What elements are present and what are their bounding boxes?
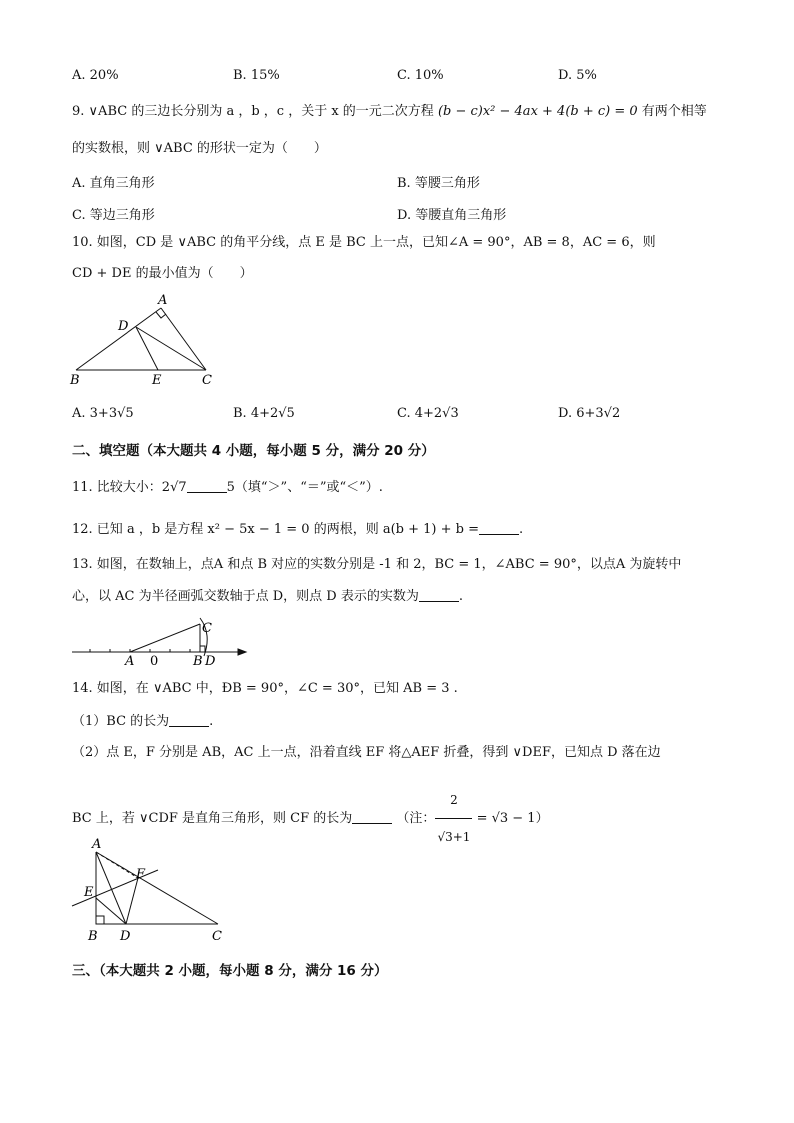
q14-part2-blank[interactable] [352, 809, 392, 824]
q14-label-f: F [136, 867, 146, 882]
q10-option-c: C. 4+2√3 [397, 406, 459, 421]
q13-label-c: C [202, 621, 212, 636]
section2-title: 二、填空题（本大题共 4 小题，每小题 5 分，满分 20 分） [72, 443, 435, 459]
q14-note-fraction [435, 782, 472, 855]
q14-note-numerator: 2 [435, 782, 472, 819]
q8-option-b: B. 15% [233, 68, 280, 83]
q10-label-e: E [152, 373, 162, 388]
q10-figure [66, 290, 226, 390]
q13-answer-blank[interactable] [419, 587, 459, 602]
q14-note-rhs: = √3 − 1） [476, 811, 549, 826]
q13-label-zero: 0 [150, 654, 159, 669]
q14-part1 [72, 712, 213, 731]
q12-answer-blank[interactable] [479, 520, 519, 535]
q14-label-c: C [212, 929, 222, 944]
q8-option-a: A. 20% [72, 68, 119, 83]
q13-number-line [66, 612, 256, 670]
q14-part2-line1: （2）点 E，F 分别是 AB，AC 上一点，沿着直线 EF 将△AEF 折叠，得到 ∨DEF，已知点 D 落在边 [72, 745, 661, 760]
q12-suffix: . [518, 522, 524, 537]
q9-option-c: C. 等边三角形 [72, 208, 155, 223]
q10-label-a: A [158, 293, 168, 308]
q13-label-a: A [125, 654, 135, 669]
q9-line2: 的实数根，则 ∨ABC 的形状一定为（ ） [72, 141, 327, 156]
q14-part1-suffix: . [209, 714, 214, 729]
q14-part1-prefix: （1）BC 的长为 [72, 714, 170, 729]
q9-text-a: 9. ∨ABC 的三边长分别为 a ，b ，c ，关于 x 的一元二次方程 [72, 104, 434, 119]
q12-prefix: 12. 已知 a ，b 是方程 x² − 5x − 1 = 0 的两根，则 a(b + 1) + b = [72, 522, 479, 537]
q10-option-a: A. 3+3√5 [72, 406, 134, 421]
q14-note-prefix: （注： [396, 811, 436, 826]
q10-option-d: D. 6+3√2 [558, 406, 621, 421]
q9-text-b: 有两个相等 [641, 104, 707, 119]
q11-prefix: 11. 比较大小：2√7 [72, 480, 187, 495]
q10-option-b: B. 4+2√5 [233, 406, 295, 421]
q10-line1: 10. 如图，CD 是 ∨ABC 的角平分线，点 E 是 BC 上一点，已知∠A = 90°，AB = 8，AC = 6，则 [72, 235, 656, 250]
q14-label-d: D [120, 929, 131, 944]
q9-option-a: A. 直角三角形 [72, 176, 155, 191]
q11-line [72, 478, 383, 497]
q10-label-b: B [70, 373, 80, 388]
q14-figure [66, 836, 236, 948]
q13-line1: 13. 如图，在数轴上，点A 和点 B 对应的实数分别是 -1 和 2，BC = 1，∠ABC = 90°，以点A 为旋转中 [72, 557, 682, 572]
q14-note-denominator: √3+1 [437, 830, 471, 844]
q10-label-d: D [118, 319, 129, 334]
q9-option-d: D. 等腰直角三角形 [397, 208, 507, 223]
q9-option-b: B. 等腰三角形 [397, 176, 480, 191]
q12-line [72, 520, 523, 539]
q13-suffix: . [458, 589, 463, 604]
section3-title: 三、（本大题共 2 小题，每小题 8 分，满分 16 分） [72, 963, 388, 979]
q11-answer-blank[interactable] [187, 478, 227, 493]
q14-part2-prefix: BC 上，若 ∨CDF 是直角三角形，则 CF 的长为 [72, 811, 353, 826]
q13-label-b: B [193, 654, 203, 669]
q8-option-c: C. 10% [397, 68, 444, 83]
q13-line2 [72, 587, 463, 606]
q11-suffix: 5（填“＞”、“＝”或“＜”）. [226, 480, 383, 495]
q9-line1 [72, 103, 707, 121]
q13-prefix: 心，以 AC 为半径画弧交数轴于点 D，则点 D 表示的实数为 [72, 589, 419, 604]
q14-label-a: A [92, 837, 102, 852]
q10-label-c: C [202, 373, 212, 388]
q10-line2: CD + DE 的最小值为（ ） [72, 266, 253, 281]
q13-label-d: D [205, 654, 216, 669]
q8-option-d: D. 5% [558, 68, 597, 83]
q14-label-b: B [88, 929, 98, 944]
q14-line1: 14. 如图，在 ∨ABC 中，ÐB = 90°，∠C = 30°，已知 AB = 3 . [72, 681, 458, 696]
q9-equation: (b − c)x² − 4ax + 4(b + c) = 0 [437, 104, 638, 119]
q14-part1-blank[interactable] [169, 712, 209, 727]
q14-label-e: E [84, 885, 94, 900]
